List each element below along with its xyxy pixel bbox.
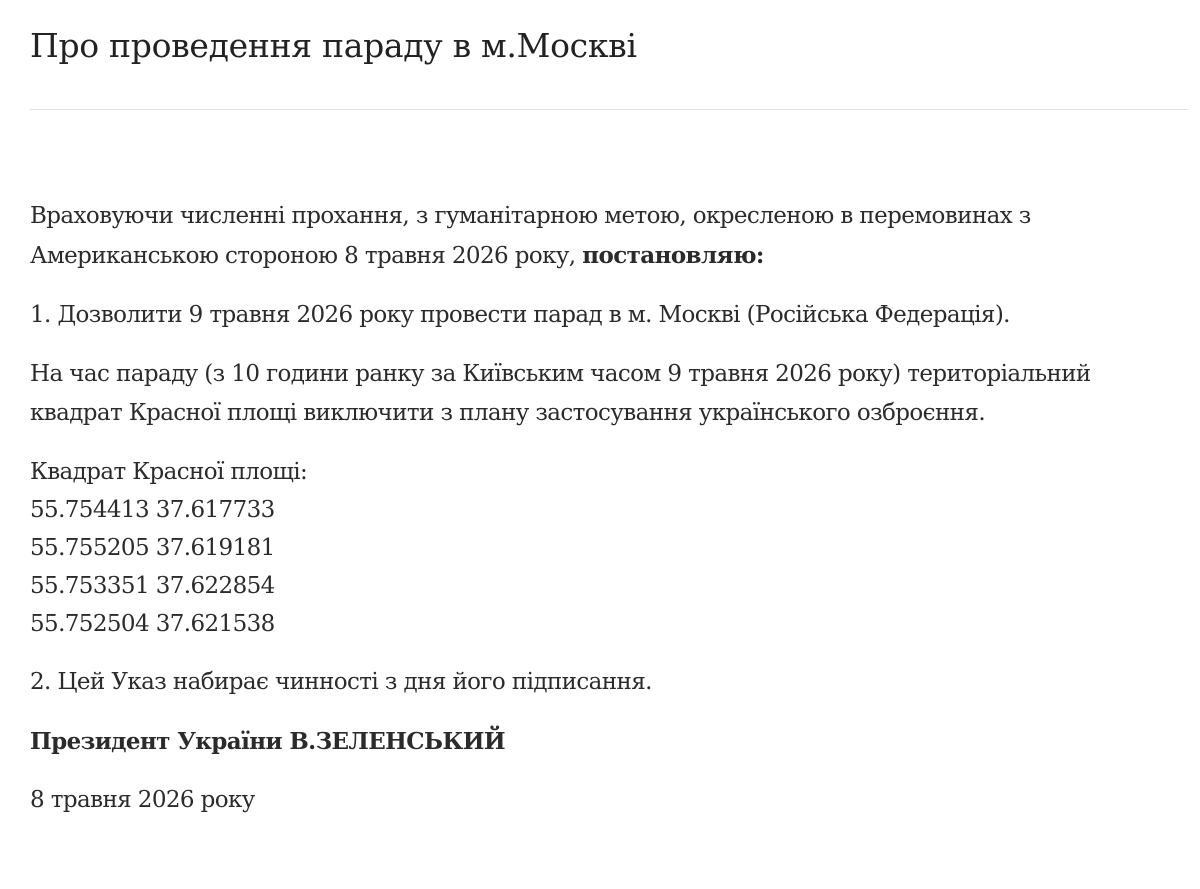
coordinate-line: 55.753351 37.622854 bbox=[30, 573, 275, 599]
document-date: 8 травня 2026 року bbox=[30, 787, 255, 813]
exclusion-paragraph: На час параду (з 10 години ранку за Київським часом 9 травня 2026 року) територіальний квадрат Красної площі виключити з плану застосування українського озброєння. bbox=[30, 361, 1091, 426]
point-2: 2. Цей Указ набирає чинності з дня його підписання. bbox=[30, 669, 652, 695]
document-body bbox=[30, 197, 1188, 840]
coordinate-line: 55.752504 37.621538 bbox=[30, 611, 275, 637]
preamble-text: Враховуючи численні прохання, з гуманітарною метою, окресленою в перемовинах з Американською стороною 8 травня 2026 року, bbox=[30, 203, 1031, 269]
page-title: Про проведення параду в м.Москві bbox=[30, 26, 637, 65]
signature: Президент України В.ЗЕЛЕНСЬКИЙ bbox=[30, 728, 505, 755]
square-label: Квадрат Красної площі: bbox=[30, 459, 308, 485]
coordinate-line: 55.755205 37.619181 bbox=[30, 535, 275, 561]
coordinates-block bbox=[30, 453, 1188, 643]
document-page bbox=[30, 0, 1188, 813]
coordinate-line: 55.754413 37.617733 bbox=[30, 497, 275, 523]
title-divider bbox=[30, 109, 1188, 110]
preamble-paragraph bbox=[30, 197, 1188, 276]
point-1: 1. Дозволити 9 травня 2026 року провести парад в м. Москві (Російська Федерація). bbox=[30, 302, 1010, 328]
preamble-bold: постановляю: bbox=[582, 242, 764, 269]
